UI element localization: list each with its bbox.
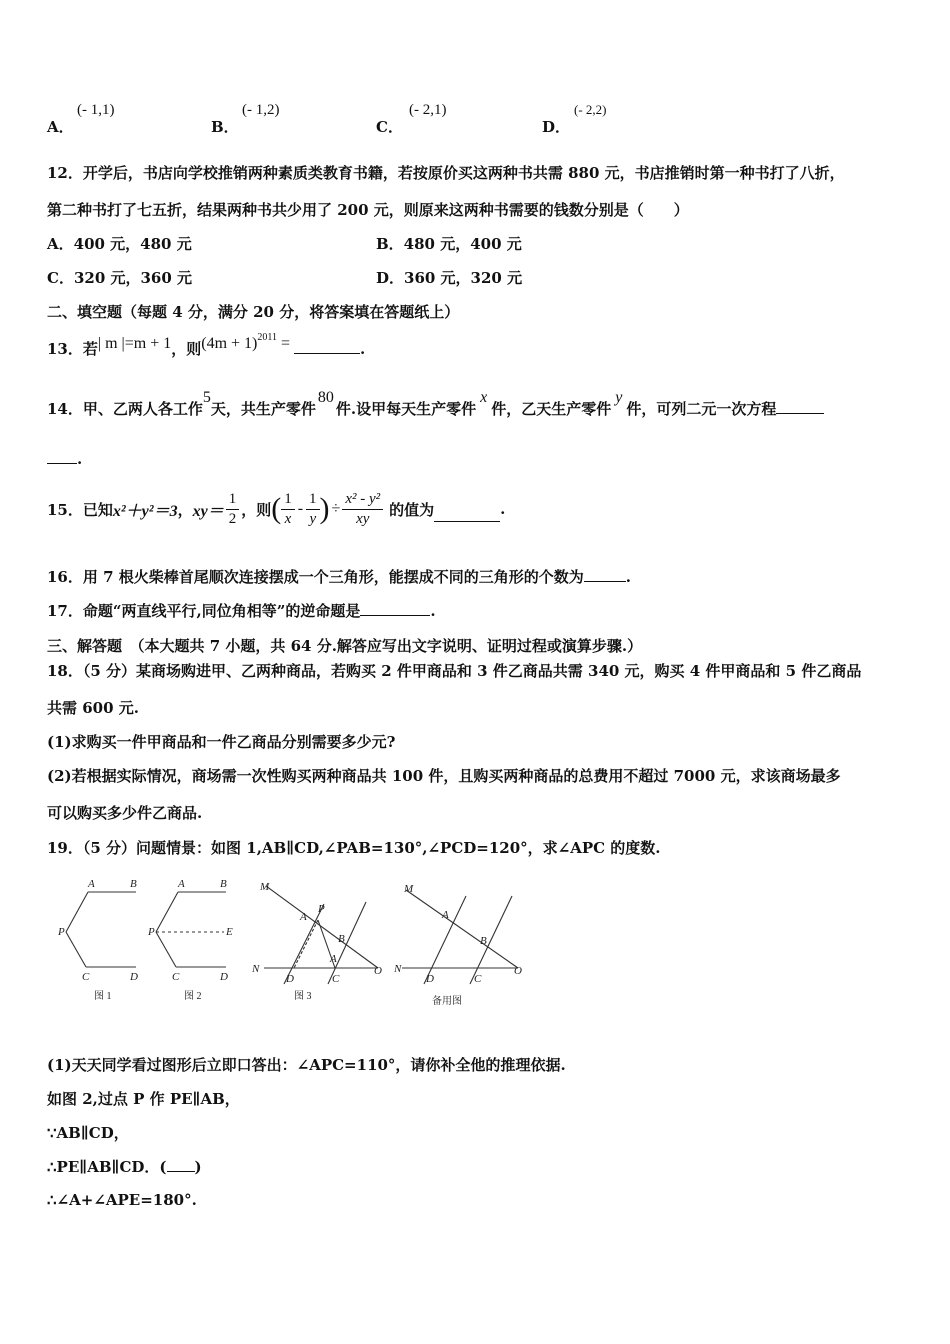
q15: 15．已知 x²＋y²＝3 ， xy＝ $\frac{1}{2}$ ，则 ( $\frac{1}{x}$ - $\frac{1}{y}$ ) ÷ $\frac{\text{x² - y²}}{xy}$ 的值为 . <box>47 490 506 527</box>
fig1-label-d: D <box>130 971 138 983</box>
q18-line1: 18．（5 分）某商场购进甲、乙两种商品，若购买 2 件甲商品和 3 件乙商品共需 340 元，购买 4 件甲商品和 5 件乙商品 <box>47 662 862 680</box>
figure-1 <box>57 878 138 1002</box>
fig3-label-n: N <box>252 963 260 975</box>
q19-line1: 19．（5 分）问题情景：如图 1,AB∥CD,∠PAB=130°,∠PCD=120°，求∠APC 的度数. <box>47 839 661 857</box>
fig3-label-m: M <box>260 881 270 893</box>
fig4-label-d: D <box>426 973 434 985</box>
q19-step4: ∴∠A+∠APE=180°. <box>47 1191 197 1209</box>
fig3-label-a: A <box>300 911 307 923</box>
fig4-label-c: C <box>474 973 482 985</box>
figure-3 <box>251 881 382 1002</box>
fig3-label-d: D <box>286 973 294 985</box>
q19-step1: 如图 2,过点 P 作 PE∥AB， <box>47 1090 240 1108</box>
q17: 17．命题“两直线平行,同位角相等”的逆命题是 . <box>47 602 436 620</box>
fig3-label-p: P <box>318 903 325 915</box>
q19-figures <box>48 872 538 1014</box>
q11-option-b-value: (- 1,2) <box>242 102 280 118</box>
q14-line1: 14．甲、乙两人各工作5天，共生产零件80件.设甲每天生产零件x件，乙天生产零件y件，可列二元一次方程 <box>47 398 824 419</box>
figure-2 <box>147 878 233 1002</box>
fig2-label-c: C <box>172 971 180 983</box>
section-2-heading: 二、填空题（每题 4 分，满分 20 分，将答案填在答题纸上） <box>47 303 460 321</box>
q19-sub1: (1)天天同学看过图形后立即口答出：∠APC=110°，请你补全他的推理依据. <box>47 1056 566 1074</box>
fig1-caption: 图 1 <box>94 991 112 1002</box>
fig3-label-a2: A <box>330 953 337 965</box>
fig3-label-c: C <box>332 973 340 985</box>
fig4-label-m: M <box>404 883 414 895</box>
q14-line2: . <box>47 449 82 468</box>
q11-option-d: D． <box>542 118 571 136</box>
fig1-label-b: B <box>130 878 137 890</box>
fig3-caption: 图 3 <box>294 991 312 1002</box>
q12-option-a: A．400 元，480 元 <box>47 235 192 253</box>
q19-step3: ∴PE∥AB∥CD．( ) <box>47 1158 202 1176</box>
q12-option-c: C．320 元，360 元 <box>47 269 193 287</box>
q13: 13．若| m |=m + 1，则$(4m + 1)^{2011}$ = . <box>47 332 366 358</box>
fig4-caption: 备用图 <box>432 996 462 1007</box>
fig2-label-e: E <box>226 926 233 938</box>
q12-option-d: D．360 元，320 元 <box>376 269 523 287</box>
q11-option-a: A． <box>47 118 74 136</box>
fig2-caption: 图 2 <box>184 991 202 1002</box>
q18-sub1: (1)求购买一件甲商品和一件乙商品分别需要多少元? <box>47 733 396 751</box>
q12-line1: 12．开学后，书店向学校推销两种素质类教育书籍，若按原价买这两种书共需 880 元，书店推销时第一种书打了八折， <box>47 164 845 182</box>
fig4-label-o: O <box>514 965 522 977</box>
q11-option-c: C． <box>376 118 403 136</box>
fig2-label-a: A <box>178 878 185 890</box>
fig1-label-a: A <box>88 878 95 890</box>
fig1-label-c: C <box>82 971 90 983</box>
q11-option-b: B． <box>211 118 239 136</box>
fig2-label-d: D <box>220 971 228 983</box>
q18-sub2a: (2)若根据实际情况，商场需一次性购买两种商品共 100 件，且购买两种商品的总费用不超过 7000 元，求该商场最多 <box>47 767 841 785</box>
fig3-label-b: B <box>338 933 345 945</box>
q12-option-b: B．480 元，400 元 <box>376 235 522 253</box>
q18-line2: 共需 600 元. <box>47 699 139 717</box>
figure-backup <box>393 883 522 1007</box>
fig4-label-a: A <box>442 909 449 921</box>
q11-option-a-value: (- 1,1) <box>77 102 115 118</box>
fig4-label-n: N <box>394 963 402 975</box>
fig3-label-o: O <box>374 965 382 977</box>
q11-option-d-value: (- 2,2) <box>574 102 607 117</box>
q16: 16．用 7 根火柴棒首尾顺次连接摆成一个三角形，能摆成不同的三角形的个数为 . <box>47 568 631 586</box>
fig1-label-p: P <box>58 926 65 938</box>
q18-sub2b: 可以购买多少件乙商品. <box>47 804 203 822</box>
fig2-label-b: B <box>220 878 227 890</box>
fig4-label-b: B <box>480 935 487 947</box>
q19-step2: ∵AB∥CD， <box>47 1124 129 1142</box>
q11-option-c-value: (- 2,1) <box>409 102 447 118</box>
q12-line2: 第二种书打了七五折，结果两种书共少用了 200 元，则原来这两种书需要的钱数分别是（ ） <box>47 201 689 219</box>
section-3-heading: 三、解答题 （本大题共 7 小题，共 64 分.解答应写出文字说明、证明过程或演算步骤.） <box>47 637 643 655</box>
fig2-label-p: P <box>148 926 155 938</box>
